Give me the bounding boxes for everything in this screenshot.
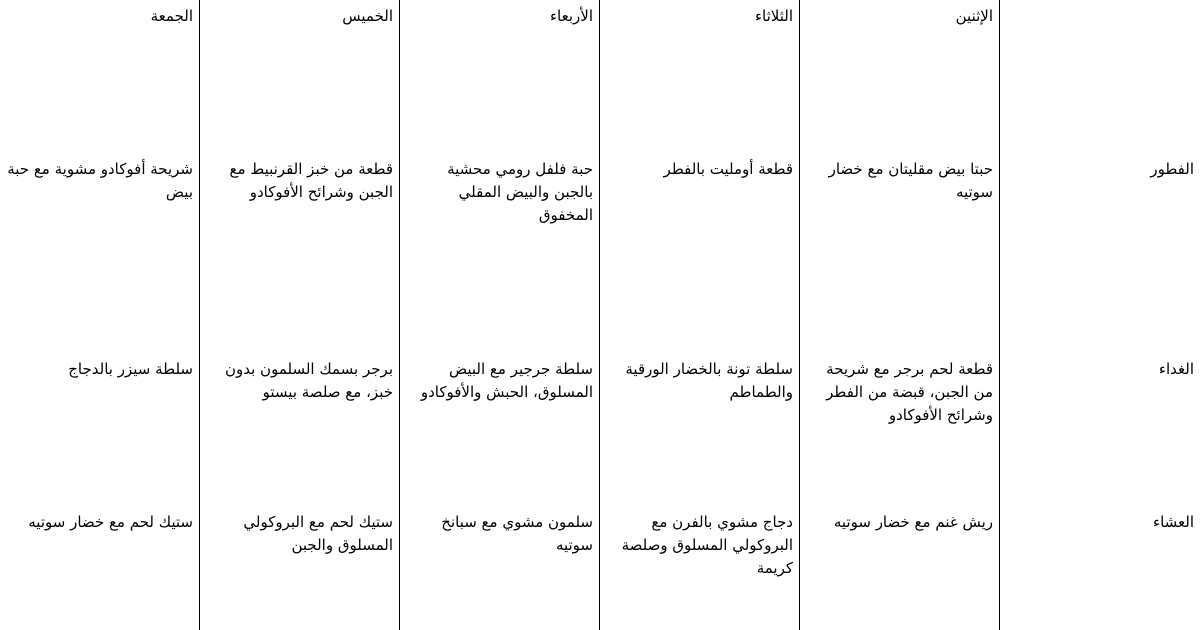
dinner-thursday: ستيك لحم مع البروكولي المسلوق والجبن [199, 506, 399, 630]
breakfast-wednesday: حبة فلفل رومي محشية بالجبن والبيض المقلي المخفوق [399, 153, 599, 353]
lunch-wednesday: سلطة جرجير مع البيض المسلوق، الحبش والأفوكادو [399, 353, 599, 506]
breakfast-friday: شريحة أفوكادو مشوية مع حبة بيض [7, 160, 193, 201]
header-day-monday: الإثنين [799, 0, 999, 153]
dinner-wednesday: سلمون مشوي مع سبانخ سوتيه [399, 506, 599, 630]
meal-label-dinner: العشاء [999, 506, 1200, 630]
header-day-tuesday: الثلاثاء [599, 0, 799, 153]
dinner-tuesday: دجاج مشوي بالفرن مع البروكولي المسلوق وصلصة كريمة [599, 506, 799, 630]
breakfast-thursday: قطعة من خبز القرنبيط مع الجبن وشرائح الأفوكادو [199, 153, 399, 353]
header-day-wednesday: الأربعاء [399, 0, 599, 153]
lunch-tuesday: سلطة تونة بالخضار الورقية والطماطم [599, 353, 799, 506]
corner-cell [999, 0, 1200, 153]
lunch-monday: قطعة لحم برجر مع شريحة من الجبن، قبضة من الفطر وشرائح الأفوكادو [799, 353, 999, 506]
header-day-thursday: الخميس [199, 0, 399, 153]
meal-label-breakfast: الفطور [999, 153, 1200, 353]
lunch-thursday: برجر بسمك السلمون بدون خبز، مع صلصة بيستو [199, 353, 399, 506]
dinner-friday: ستيك لحم مع خضار سوتيه [28, 513, 193, 531]
lunch-friday: سلطة سيزر بالدجاج [68, 360, 193, 378]
breakfast-monday: حبتا بيض مقليتان مع خضار سوتيه [799, 153, 999, 353]
meal-label-lunch: الغداء [999, 353, 1200, 506]
dinner-monday: ريش غنم مع خضار سوتيه [799, 506, 999, 630]
breakfast-tuesday: قطعة أومليت بالفطر [599, 153, 799, 353]
header-day-friday: الجمعة [150, 7, 193, 25]
